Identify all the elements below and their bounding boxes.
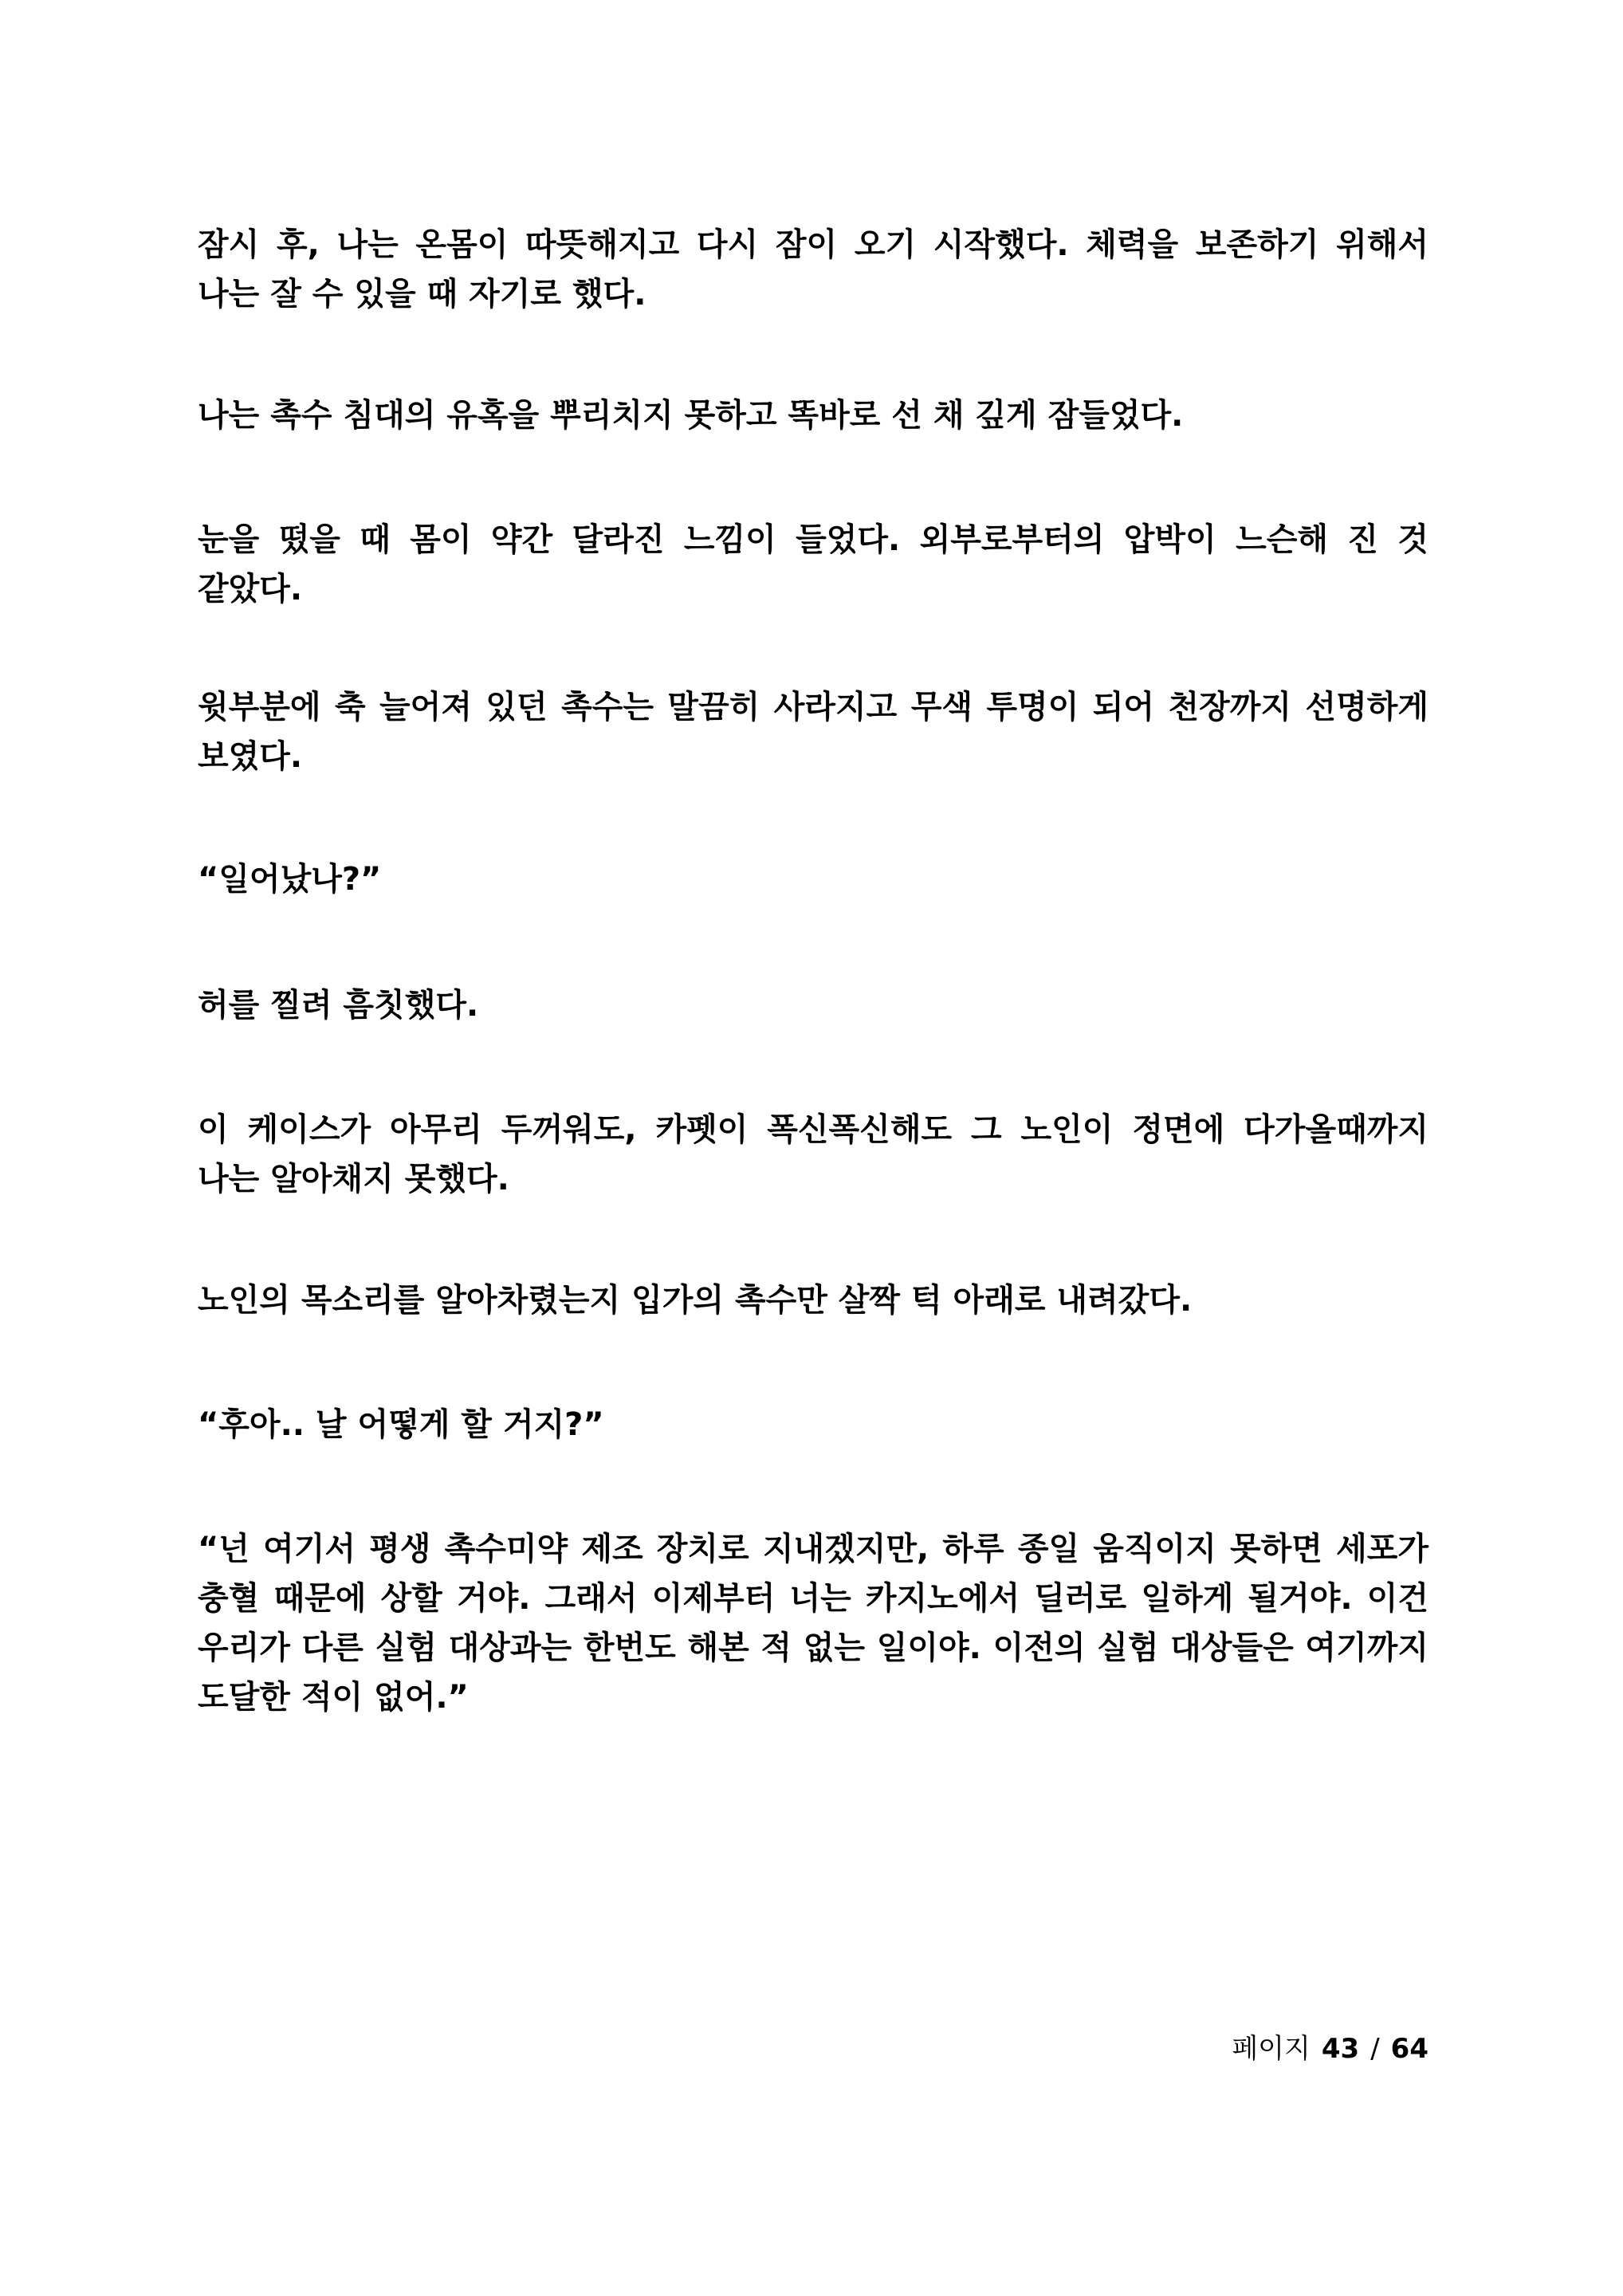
paragraph-3: 눈을 떴을 때 몸이 약간 달라진 느낌이 들었다. 외부로부터의 압박이 느슨해 진 것 같았다.	[198, 521, 1428, 607]
current-page-number: 43	[1321, 2033, 1360, 2065]
paragraph-7: 노인의 목소리를 알아차렸는지 입가의 촉수만 살짝 턱 아래로 내려갔다.	[198, 1282, 1193, 1319]
paragraph-dialogue-3: “넌 여기서 평생 촉수미약 제조 장치로 지내겠지만, 하루 종일 움직이지 못하면 세포가 충혈 때문에 상할 거야. 그래서 이제부터 너는 카지노에서 딜러로 일하게 될거야. 이건 우리가 다른 실험 대상과는 한번도 해본 적 없는 일이야. 이전의 실험 대상들은 여기까지 도달한 적이 없어.”	[198, 1531, 1428, 1716]
paragraph-6: 이 케이스가 아무리 두꺼워도, 카펫이 폭신폭신해도 그 노인이 정면에 다가올때까지 나는 알아채지 못했다.	[198, 1111, 1428, 1197]
paragraph-4: 윗부분에 축 늘어져 있던 촉수는 말끔히 사라지고 무색 투명이 되어 천장까지 선명하게 보였다.	[198, 689, 1428, 775]
page-label: 페이지	[1232, 2033, 1311, 2065]
page-number-footer	[1232, 2031, 1428, 2066]
paragraph-2: 나는 촉수 침대의 유혹을 뿌리치지 못하고 똑바로 선 채 깊게 잠들었다.	[198, 397, 1184, 434]
total-pages-number: 64	[1390, 2033, 1428, 2065]
page-separator: /	[1370, 2033, 1380, 2065]
paragraph-dialogue-1: “일어났나?”	[198, 861, 382, 898]
paragraph-dialogue-2: “후아.. 날 어떻게 할 거지?”	[198, 1406, 604, 1443]
paragraph-5: 허를 찔려 흠칫했다.	[198, 987, 479, 1024]
paragraph-1: 잠시 후, 나는 온몸이 따뜻해지고 다시 잠이 오기 시작했다. 체력을 보존하기 위해서 나는 잘 수 있을 때 자기로 했다.	[198, 226, 1428, 313]
